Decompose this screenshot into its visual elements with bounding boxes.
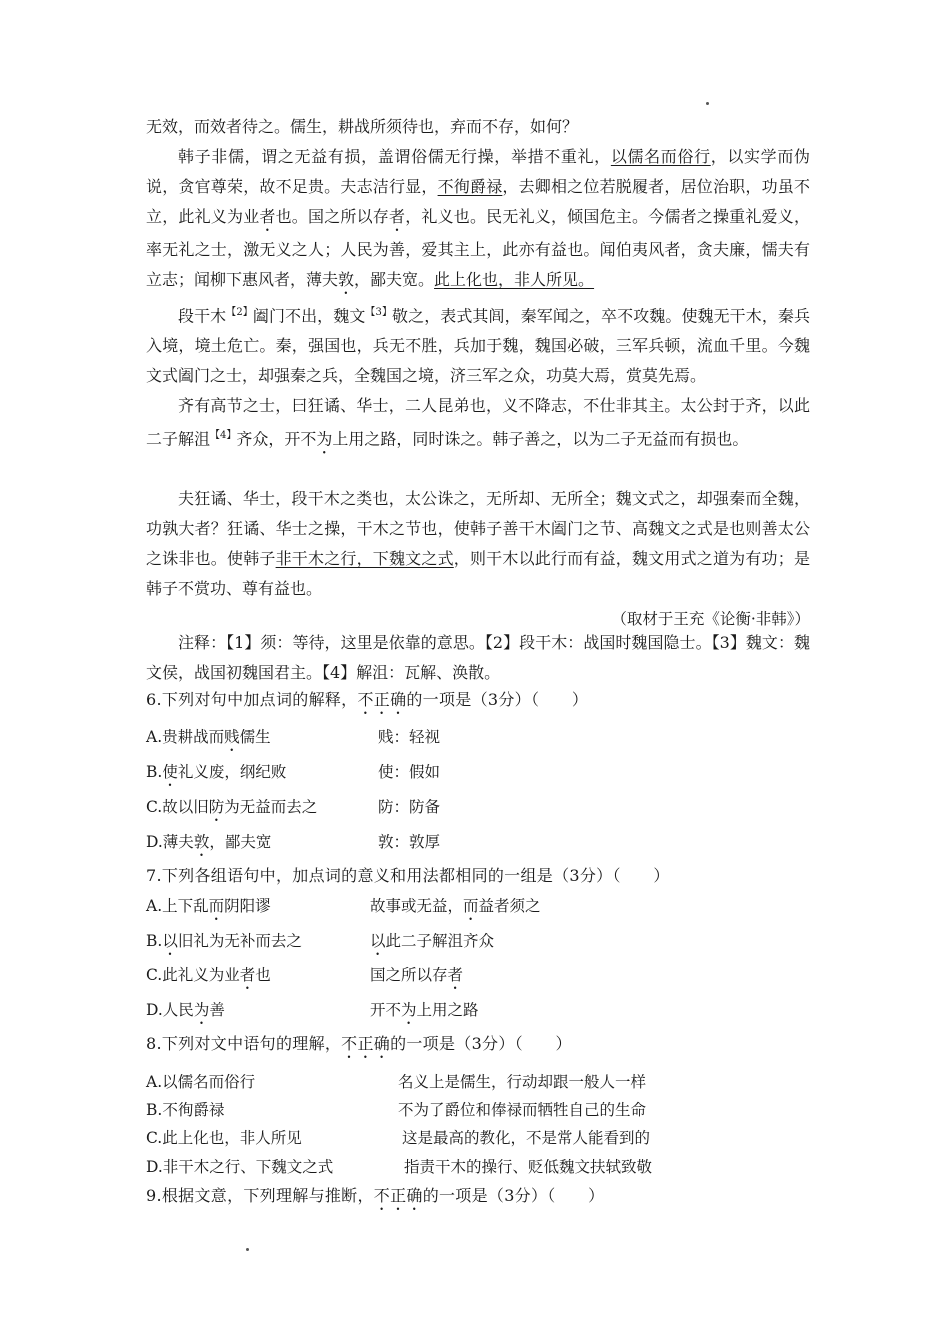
- source-citation: （取材于王充《论衡·非韩》）: [611, 610, 810, 628]
- q8-option-c-right: 这是最高的教化，不是常人能看到的: [402, 1129, 651, 1147]
- passage-paragraph-4: 夫狂谲、华士，段干木之类也，太公诛之，无所却、无所全；魏文式之，却强秦而全魏，功孰大者？狂谲、华士之操，干木之节也，使韩子善干木阖门之节、高魏文之式是也则善太公之诛非也。使韩子非干木之行，下魏文之式，则干木以此行而有益，魏文用式之道为有功；是韩子不赏功、尊有益也。: [146, 489, 810, 598]
- q6-option-c-gloss: 防：防备: [378, 798, 441, 816]
- q6-option-a-gloss: 贱：轻视: [378, 728, 441, 746]
- passage-text-continued: [146, 484, 810, 604]
- q7-option-b[interactable]: B.以旧礼为无补而去之: [146, 932, 302, 950]
- scan-mark: [246, 1248, 249, 1251]
- passage-text: [146, 112, 810, 458]
- passage-paragraph-1: 韩子非儒，谓之无益有损，盖谓俗儒无行操，举措不重礼，以儒名而俗行，以实学而伪说，贪官尊荣，故不足贵。夫志洁行显，不徇爵禄，去卿相之位若脱履者，居位治职，功虽不立，此礼义为业者也。国之所以存者，礼义也。民无礼义，倾国危主。今儒者之操重礼爱义，率无礼之士，激无义之人；人民为善，爱其主上，此亦有益也。闻伯夷风者，贪夫廉，懦夫有立志；闻柳下惠风者，薄夫敦，鄙夫宽。此上化也，非人所见。: [146, 147, 810, 289]
- underlined-phrase-1: 以儒名而俗行: [610, 147, 711, 166]
- scan-mark: [706, 102, 709, 105]
- passage-paragraph-0: 无效，而效者待之。儒生，耕战所须待也，弃而不存，如何？: [146, 117, 579, 136]
- dotted-word: 为: [316, 429, 333, 449]
- question-6-stem: 6.下列对句中加点词的解释，不正确的一项是（3分）（ ）: [146, 690, 589, 709]
- q6-option-d[interactable]: D.薄夫敦，鄙夫宽: [146, 833, 272, 851]
- annotation-notes: 注释：【1】须：等待，这里是依靠的意思。【2】段干木：战国时魏国隐士。【3】魏文：魏文侯，战国初魏国君主。【4】解沮：瓦解、涣散。: [146, 633, 810, 682]
- q8-option-a[interactable]: A.以儒名而俗行: [146, 1073, 256, 1091]
- underlined-phrase-2: 不徇爵禄: [437, 177, 503, 196]
- passage-paragraph-2: 段干木$^{【2】}$阖门不出，魏文$^{【3】}$敬之，表式其闾，秦军闻之，卒不攻魏。使魏无干木，秦兵入境，境土危亡。秦，强国也，兵无不胜，兵加于魏，魏国必破，三军兵顿，流血千里。今魏文式阖门之士，却强秦之兵，全魏国之境，济三军之众，功莫大焉，赏莫先焉。: [146, 306, 810, 386]
- q8-option-c[interactable]: C.此上化也，非人所见: [146, 1129, 302, 1147]
- q8-option-b-right: 不为了爵位和俸禄而牺牲自己的生命: [398, 1101, 647, 1119]
- footnote-ref-2: 【2】: [226, 307, 253, 318]
- q6-option-a[interactable]: A.贵耕战而贱儒生: [146, 728, 271, 746]
- question-7-stem: 7.下列各组语句中，加点词的意义和用法都相同的一组是（3分）（ ）: [146, 866, 670, 885]
- q6-option-c[interactable]: C.故以旧防为无益而去之: [146, 798, 318, 816]
- question-8-stem: 8.下列对文中语句的理解，不正确的一项是（3分）（ ）: [146, 1034, 572, 1053]
- q8-option-d-right: 指责干木的操行、贬低魏文扶轼致敬: [404, 1158, 653, 1176]
- passage-paragraph-3: 齐有高节之士，曰狂谲、华士，二人昆弟也，义不降志，不仕非其主。太公封于齐，以此二子解沮$^{【4】}$齐众，开不为上用之路，同时诛之。韩子善之，以为二子无益而有损也。: [146, 396, 810, 449]
- q6-option-b-gloss: 使：假如: [378, 763, 441, 781]
- footnote-ref-4: 【4】: [210, 430, 237, 442]
- q7-option-c[interactable]: C.此礼义为业者也: [146, 966, 271, 984]
- underlined-phrase-3: 此上化也，非人所见。: [434, 270, 595, 289]
- q7-option-d-right: 开不为上用之路: [370, 1001, 479, 1019]
- q8-option-a-right: 名义上是儒生，行动却跟一般人一样: [398, 1073, 647, 1091]
- q7-option-b-right: 以此二子解沮齐众: [370, 932, 495, 950]
- footnote-ref-3: 【3】: [365, 307, 393, 318]
- q6-option-d-gloss: 敦：敦厚: [378, 833, 441, 851]
- q6-option-b[interactable]: B.使礼义废，纲纪败: [146, 763, 287, 781]
- underlined-phrase-4: 非干木之行，下魏文之式: [275, 549, 454, 568]
- q8-option-b[interactable]: B.不徇爵禄: [146, 1101, 225, 1119]
- q7-option-a[interactable]: A.上下乱而阴阳谬: [146, 897, 271, 915]
- q7-option-d[interactable]: D.人民为善: [146, 1001, 225, 1019]
- dotted-word: 者: [259, 207, 276, 226]
- question-9-stem: 9.根据文意，下列理解与推断，不正确的一项是（3分）（ ）: [146, 1186, 605, 1205]
- q7-option-c-right: 国之所以存者: [370, 966, 464, 984]
- dotted-word: 敦: [338, 270, 355, 289]
- q7-option-a-right: 故事或无益，而益者须之: [370, 897, 541, 915]
- q8-option-d[interactable]: D.非干木之行、下魏文之式: [146, 1158, 334, 1176]
- dotted-word: 者: [388, 207, 406, 226]
